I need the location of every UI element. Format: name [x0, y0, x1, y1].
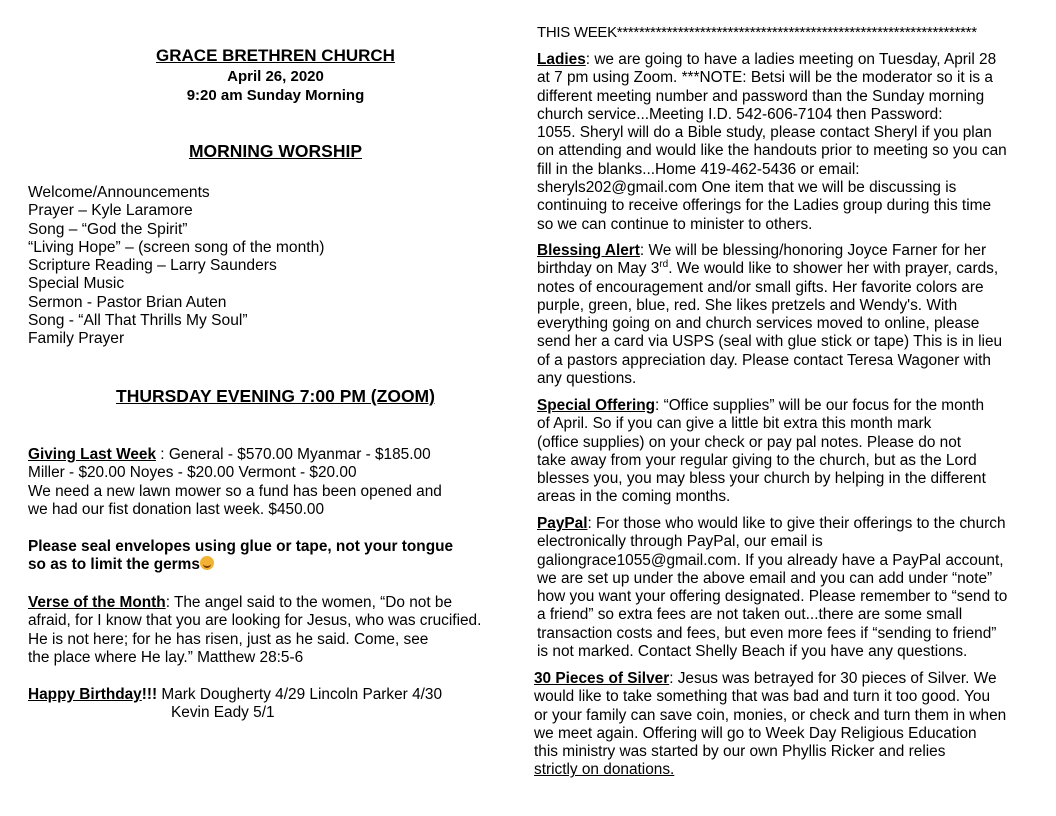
paypal-label: PayPal [537, 515, 588, 532]
verse-line1: : The angel said to the women, “Do not be [165, 594, 453, 611]
ladies-line: church service...Meeting I.D. 542-606-7104 then Password: [537, 105, 943, 123]
order-item: Special Music [28, 275, 125, 293]
special-offering-line: take away from your regular giving to the church, but as the Lord [537, 451, 977, 469]
giving-line3: We need a new lawn mower so a fund has been opened and [28, 482, 442, 500]
order-item: Song – “God the Spirit” [28, 220, 188, 238]
order-of-service [28, 184, 324, 349]
service-time: 9:20 am Sunday Morning [186, 87, 365, 104]
verse-line2: afraid, for I know that you are looking for Jesus, who was crucified. [28, 612, 482, 630]
paypal-line: we are set up under the above email and you can add under “note” [537, 569, 993, 587]
blessing-line: notes of encouragement and/or small gifts. Her favorite colors are [537, 278, 984, 296]
special-offering-line: of April. So if you can give a little bit extra this month mark [537, 415, 932, 433]
birthday-line1: Mark Dougherty 4/29 Lincoln Parker 4/30 [157, 686, 443, 703]
blessing-line: everything going on and church services moved to online, please [537, 315, 980, 333]
paypal-line: how you want your offering designated. Please remember to “send to [537, 588, 1008, 606]
silver-section [534, 670, 1006, 780]
seal-notice [28, 538, 453, 575]
blessing-label: Blessing Alert [537, 242, 640, 259]
morning-worship-heading: MORNING WORSHIP [188, 141, 363, 161]
special-offering-section [537, 397, 986, 507]
blessing-line: purple, green, blue, red. She likes pretzels and Wendy's. With [537, 296, 958, 314]
blessing-superscript: rd [659, 259, 669, 271]
special-offering-line: (office supplies) on your check or pay pal notes. Please do not [537, 433, 962, 451]
birthday-section [28, 686, 442, 723]
ladies-line: sheryls202@gmail.com One item that we will be discussing is [537, 179, 957, 197]
silver-last-line: strictly on donations. [534, 761, 675, 779]
ladies-line: 1055. Sheryl will do a Bible study, please contact Sheryl if you plan [537, 124, 992, 142]
service-date-block [28, 67, 523, 105]
special-offering-line: blesses you, you may bless your church by helping in the different [537, 470, 986, 488]
service-date: April 26, 2020 [227, 68, 324, 85]
blessing-line: any questions. [537, 370, 637, 388]
paypal-line: galiongrace1055@gmail.com. If you already have a PayPal account, [537, 551, 1004, 569]
order-item: Family Prayer [28, 330, 125, 348]
giving-section [28, 446, 442, 519]
verse-label: Verse of the Month [28, 594, 166, 611]
giving-line2: Miller - $20.00 Noyes - $20.00 Vermont - $20.00 [28, 464, 357, 482]
order-item: Prayer – Kyle Laramore [28, 202, 193, 220]
church-name: GRACE BRETHREN CHURCH [156, 46, 395, 65]
smiley-emoji-icon [200, 556, 214, 570]
blessing-line: birthday on May 3 [537, 260, 660, 278]
silver-label: 30 Pieces of Silver [534, 670, 670, 687]
order-item: Song - “All That Thrills My Soul” [28, 312, 248, 330]
special-offering-label: Special Offering [537, 397, 656, 414]
silver-line: we meet again. Offering will go to Week Day Religious Education [534, 724, 977, 742]
verse-line3: He is not here; for he has risen, just as he said. Come, see [28, 630, 429, 648]
special-offering-line: areas in the coming months. [537, 488, 731, 506]
special-offering-line: : “Office supplies” will be our focus for the month [655, 397, 985, 414]
ladies-section [537, 51, 1007, 234]
order-item: “Living Hope” – (screen song of the month) [28, 238, 325, 256]
ladies-line: : we are going to have a ladies meeting on Tuesday, April 28 [585, 51, 997, 68]
paypal-line: : For those who would like to give their offerings to the church [587, 515, 1006, 532]
giving-label: Giving Last Week [28, 446, 157, 463]
silver-line: this ministry was started by our own Phyllis Ricker and relies [534, 743, 946, 761]
order-item: Scripture Reading – Larry Saunders [28, 257, 277, 275]
birthday-label: Happy Birthday [28, 686, 142, 703]
blessing-line: of a pastors appreciation day. Please contact Teresa Wagoner with [537, 351, 991, 369]
ladies-line: at 7 pm using Zoom. ***NOTE: Betsi will be the moderator so it is a [537, 69, 993, 87]
ladies-line: continuing to receive offerings for the Ladies group during this time [537, 197, 992, 215]
ladies-label: Ladies [537, 51, 586, 68]
paypal-line: transaction costs and fees, but even more fees if “sending to friend” [537, 624, 997, 642]
blessing-line: send her a card via USPS (seal with glue stick or tape) This is in lieu [537, 333, 1003, 351]
seal-line1: Please seal envelopes using glue or tape, not your tongue [28, 538, 454, 555]
verse-line4: the place where He lay.” Matthew 28:5-6 [28, 648, 304, 666]
order-item: Sermon - Pastor Brian Auten [28, 293, 227, 311]
paypal-line: electronically through PayPal, our email is [537, 533, 823, 551]
birthday-exclaim: !!! [141, 686, 158, 703]
paypal-section [537, 515, 1007, 661]
ladies-line: fill in the blanks...Home 419-462-5436 or email: [537, 160, 860, 178]
ladies-line: different meeting number and password than the Sunday morning [537, 87, 985, 105]
silver-line: : Jesus was betrayed for 30 pieces of Silver. We [669, 670, 997, 687]
ladies-line: on attending and would like the handouts prior to meeting so you can [537, 142, 1007, 160]
silver-line: or your family can save coin, monies, or check and turn them in when [534, 706, 1007, 724]
paypal-line: is not marked. Contact Shelly Beach if you have any questions. [537, 643, 968, 661]
ladies-line: so we can continue to minister to others. [537, 215, 813, 233]
blessing-line: . We would like to shower her with prayer, cards, [668, 260, 999, 278]
order-item: Welcome/Announcements [28, 184, 210, 201]
giving-line1: : General - $570.00 Myanmar - $185.00 [156, 446, 431, 463]
this-week-header: THIS WEEK***************************************************************** [537, 24, 977, 41]
birthday-line2: Kevin Eady 5/1 [171, 704, 275, 722]
thursday-heading: THURSDAY EVENING 7:00 PM (ZOOM) [116, 386, 435, 406]
seal-line2: so as to limit the germs [28, 556, 200, 574]
silver-line: would like to take something that was bad and turn it too good. You [534, 688, 991, 706]
blessing-section [537, 242, 1002, 388]
paypal-line: a friend” so extra fees are not taken out...there are some small [537, 606, 963, 624]
giving-line4: we had our fist donation last week. $450.00 [28, 500, 325, 518]
blessing-line: : We will be blessing/honoring Joyce Farner for her [639, 242, 987, 259]
verse-section [28, 594, 481, 667]
